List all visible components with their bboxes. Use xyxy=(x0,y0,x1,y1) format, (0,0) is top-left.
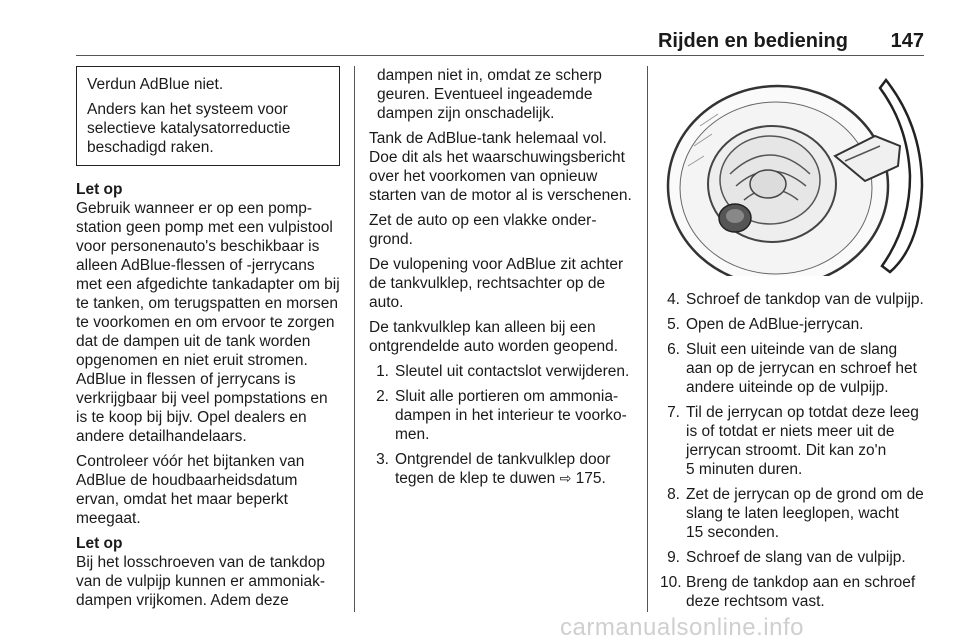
step-text: Schroef de slang van de vulpijp. xyxy=(686,549,906,566)
step-text: Open de AdBlue-jerrycan. xyxy=(686,316,864,333)
list-item xyxy=(660,315,926,334)
list-item xyxy=(660,290,926,309)
warning-box xyxy=(76,66,340,166)
page-ref-arrow-icon[interactable]: ⇨ xyxy=(559,470,572,486)
step-number: 2. xyxy=(376,388,389,405)
step-number: 8. xyxy=(667,486,680,503)
step-number: 9. xyxy=(667,549,680,566)
column-divider xyxy=(354,66,355,612)
column-left xyxy=(76,66,340,616)
note-heading: Let op xyxy=(76,181,123,198)
page-number: 147 xyxy=(890,30,924,52)
step-number: 1. xyxy=(376,363,389,380)
step-text-extra: 15 seconden. xyxy=(686,524,780,541)
warning-line-2: Anders kan het systeem voor selectieve katalysatorreductie beschadigd raken. xyxy=(87,101,291,156)
column-middle xyxy=(369,66,635,494)
step-text: Breng de tankdop aan en schroef deze rechtsom vast. xyxy=(686,574,916,610)
step-text: Ontgrendel de tankvulklep door tegen de klep te duwen xyxy=(395,451,611,487)
column-right xyxy=(660,66,926,617)
step-number: 5. xyxy=(667,316,680,333)
paragraph-unlock: De tankvulklep kan alleen bij een ontgrendelde auto worden geopend. xyxy=(369,319,619,355)
fuel-flap-illustration xyxy=(660,66,926,276)
step-text: Sluit alle portieren om ammoniadampen in het interieur te voorkomen. xyxy=(395,388,627,443)
watermark: carmanualsonline.info xyxy=(560,614,804,641)
step-number: 4. xyxy=(667,291,680,308)
warning-line-1: Verdun AdBlue niet. xyxy=(87,76,224,93)
list-item xyxy=(660,403,926,479)
column-divider xyxy=(647,66,648,612)
paragraph-level: Zet de auto op een vlakke ondergrond. xyxy=(369,212,597,248)
step-text: Til de jerrycan op totdat deze leeg is of totdat er niets meer uit de jerrycan stroomt. Dit kan zo'n xyxy=(686,404,919,459)
paragraph-fill: Tank de AdBlue-tank helemaal vol. Doe dit als het waarschuwingsbericht over het voorkomen van opnieuw starten van de motor al is verschenen. xyxy=(369,130,632,204)
note-text: Gebruik wanneer er op een pompstation geen pomp met een vulpistool voor personenauto's beschikbaar is alleen AdBlue-flessen of -jerrycans met een afgedichte tankadapter om bij te tanken, om terugspatten en morsen te voorkomen en om ervoor te zorgen dat de dampen uit de tank worden opgenomen en niet eruit stromen. AdBlue in flessen of jerrycans is verkrijgbaar bij veel pompstations en is te koop bij bijv. Opel dealers en andere detailhandelaars. xyxy=(76,200,340,445)
paragraph-location: De vulopening voor AdBlue zit achter de tankvulklep, rechtsachter op de auto. xyxy=(369,256,624,311)
continued-text: dampen niet in, omdat ze scherp geuren. Eventueel ingeademde dampen zijn onschadelijk. xyxy=(377,67,602,122)
step-text: Zet de jerrycan op de grond om de slang te laten leeglopen, wacht xyxy=(686,486,924,522)
step-number: 10. xyxy=(660,574,682,591)
list-item xyxy=(660,485,926,542)
step-text: Sleutel uit contactslot verwijderen. xyxy=(395,363,630,380)
list-item xyxy=(660,573,926,611)
steps-list xyxy=(369,362,635,488)
list-item xyxy=(369,362,635,381)
adblue-filler-illustration xyxy=(660,66,926,276)
step-text-extra: 5 minuten duren. xyxy=(686,461,803,478)
list-item xyxy=(660,340,926,397)
step-number: 6. xyxy=(667,341,680,358)
step-text: Schroef de tankdop van de vulpijp. xyxy=(686,291,924,308)
note-text: Bij het losschroeven van de tankdop van de vulpijp kunnen er ammoniakdampen vrijkomen. Adem deze xyxy=(76,554,326,609)
step-text: Sluit een uiteinde van de slang aan op de jerrycan en schroef het andere uiteinde op de vulpijp. xyxy=(686,341,917,396)
page-header xyxy=(76,30,924,52)
list-item xyxy=(660,548,926,567)
paragraph-expiry: Controleer vóór het bijtanken van AdBlue de houdbaarheidsdatum ervan, omdat het maar beperkt meegaat. xyxy=(76,453,305,527)
list-item xyxy=(369,450,635,488)
steps-list xyxy=(660,290,926,611)
section-title: Rijden en bediening xyxy=(657,30,848,52)
step-number: 7. xyxy=(667,404,680,421)
header-divider xyxy=(76,55,924,56)
note-heading: Let op xyxy=(76,535,123,552)
page-ref-link[interactable]: 175. xyxy=(575,470,606,487)
list-item xyxy=(369,387,635,444)
step-number: 3. xyxy=(376,451,389,468)
